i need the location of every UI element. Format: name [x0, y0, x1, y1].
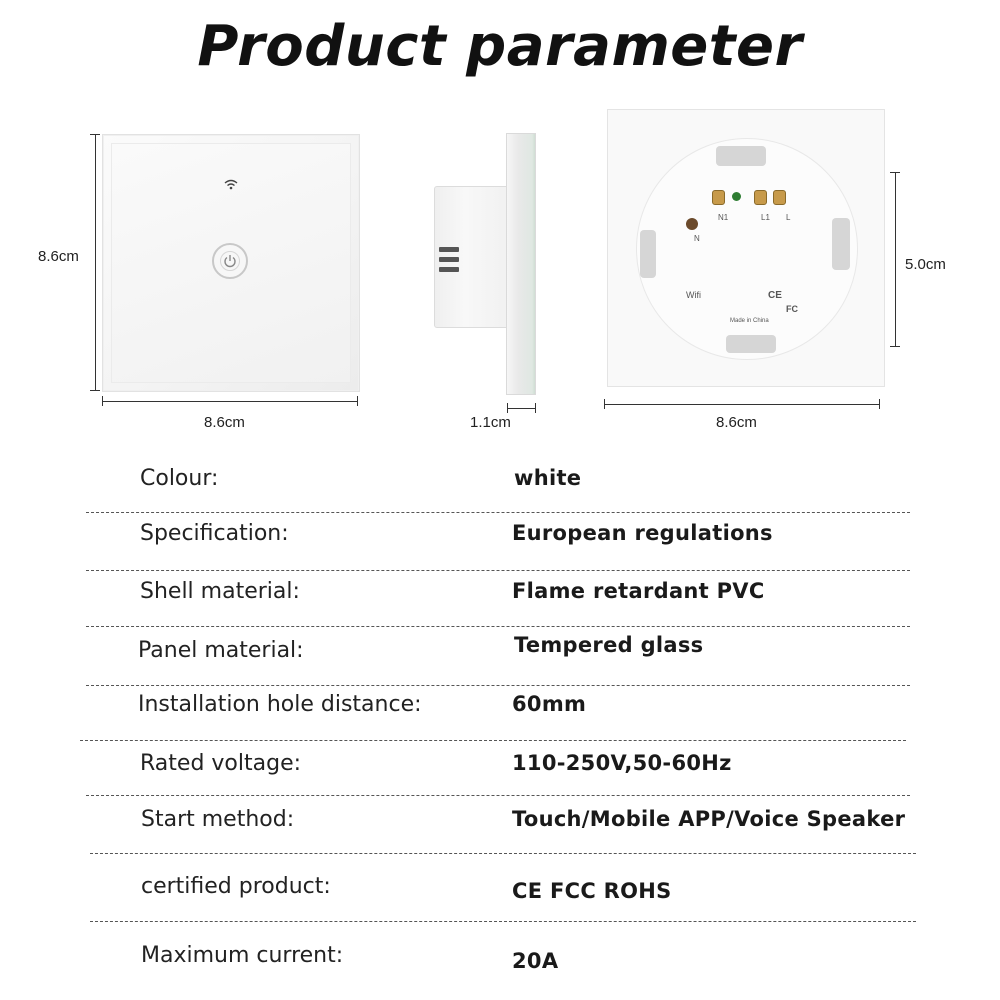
ce-mark: CE — [768, 290, 782, 301]
terminal-screw — [712, 190, 725, 205]
dimension-tick — [535, 403, 536, 413]
height-dimension-line — [95, 134, 96, 390]
row-divider — [86, 626, 910, 627]
dimension-tick — [90, 134, 100, 135]
dimension-tick — [604, 399, 605, 409]
spec-row — [0, 521, 1000, 561]
dimension-tick — [879, 399, 880, 409]
page-title: Product parameter — [197, 14, 803, 79]
spec-label: Panel material: — [138, 638, 304, 663]
vent-slot — [439, 247, 459, 252]
terminal-screw — [773, 190, 786, 205]
spec-row — [0, 807, 1000, 847]
wifi-mark: Wifi — [686, 290, 701, 300]
spec-label: certified product: — [141, 874, 331, 899]
spec-row — [0, 579, 1000, 619]
back-hole-label: 5.0cm — [905, 256, 946, 273]
dimension-tick — [890, 172, 900, 173]
terminal-label-l1: L1 — [761, 213, 770, 222]
mounting-circle — [636, 138, 858, 360]
spec-value: white — [514, 466, 582, 490]
fcc-mark: FC — [786, 304, 798, 314]
terminal-screw — [754, 190, 767, 205]
back-width-label: 8.6cm — [716, 414, 757, 431]
dimension-tick — [507, 403, 508, 413]
status-led — [732, 192, 741, 201]
terminal-label-n1: N1 — [718, 213, 729, 222]
spec-label: Shell material: — [140, 579, 300, 604]
row-divider — [90, 853, 916, 854]
spec-value: 110-250V,50-60Hz — [512, 751, 732, 775]
spec-row — [0, 692, 1000, 732]
spec-value: 60mm — [512, 692, 587, 716]
spec-row — [0, 466, 1000, 506]
mounting-tab — [832, 218, 850, 270]
vent-slot — [439, 267, 459, 272]
terminal-n — [686, 218, 698, 230]
vent-slot — [439, 257, 459, 262]
front-width-label: 8.6cm — [204, 414, 245, 431]
spec-label: Rated voltage: — [140, 751, 302, 776]
row-divider — [86, 512, 910, 513]
width-dimension-line — [102, 401, 358, 402]
row-divider — [80, 740, 906, 741]
row-divider — [90, 921, 916, 922]
spec-label: Start method: — [141, 807, 295, 832]
mounting-tab — [640, 230, 656, 278]
spec-label: Colour: — [140, 466, 219, 491]
spec-row — [0, 751, 1000, 791]
row-divider — [86, 685, 910, 686]
spec-row — [0, 943, 1000, 983]
row-divider — [86, 795, 910, 796]
side-housing — [434, 186, 510, 328]
back-width-dimension-line — [604, 404, 880, 405]
spec-value: CE FCC ROHS — [512, 879, 672, 903]
spec-label: Maximum current: — [141, 943, 344, 968]
terminal-label-n: N — [694, 234, 700, 243]
wifi-icon — [224, 179, 238, 190]
row-divider — [86, 570, 910, 571]
spec-value: Touch/Mobile APP/Voice Speaker — [512, 807, 906, 831]
spec-row — [0, 633, 1000, 678]
side-depth-label: 1.1cm — [470, 414, 511, 431]
touch-power-button[interactable] — [212, 243, 248, 279]
spec-value: Flame retardant PVC — [512, 579, 765, 603]
spec-label: Specification: — [140, 521, 289, 546]
back-panel — [607, 109, 885, 387]
made-in-label: Made in China — [730, 318, 769, 324]
depth-dimension-line — [507, 408, 535, 409]
dimension-tick — [90, 390, 100, 391]
spec-value: Tempered glass — [514, 633, 704, 657]
dimension-tick — [890, 346, 900, 347]
mounting-tab — [716, 146, 766, 166]
spec-value: 20A — [512, 949, 559, 973]
front-height-label: 8.6cm — [38, 248, 79, 265]
spec-value: European regulations — [512, 521, 773, 545]
side-glass-panel — [506, 133, 536, 395]
dimension-tick — [102, 396, 103, 406]
spec-row — [0, 874, 1000, 914]
spec-label: Installation hole distance: — [138, 692, 422, 717]
front-panel — [102, 134, 360, 392]
dimension-tick — [357, 396, 358, 406]
hole-dimension-line — [895, 172, 896, 346]
terminal-label-l: L — [786, 213, 791, 222]
power-icon — [223, 254, 237, 268]
mounting-tab — [726, 335, 776, 353]
